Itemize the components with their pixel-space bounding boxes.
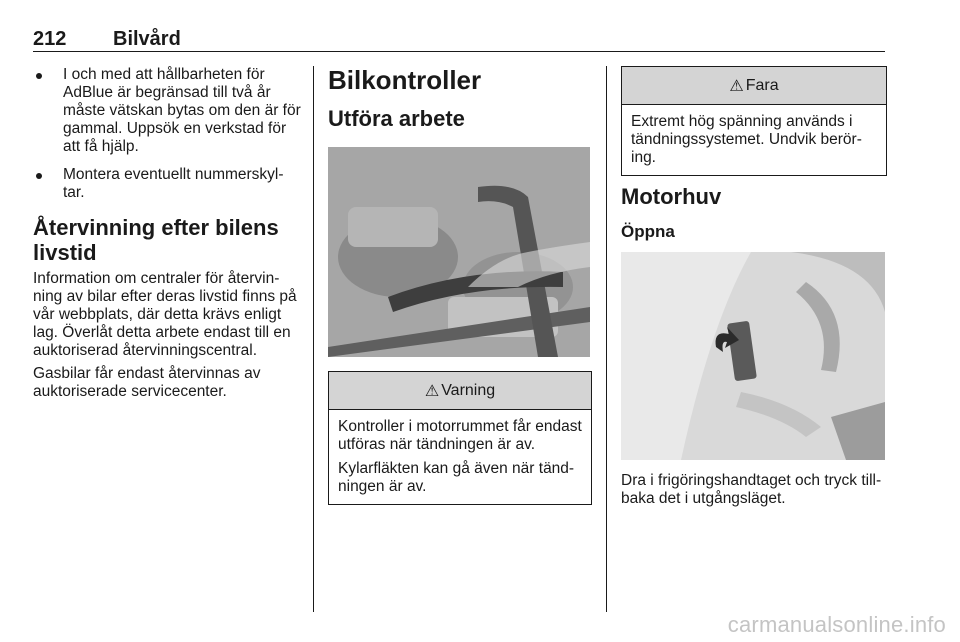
work-heading: Utföra arbete: [328, 106, 465, 131]
column-1: [33, 66, 301, 406]
recycling-heading: Återvinning efter bilens livstid: [33, 215, 279, 265]
danger-body: [622, 105, 886, 175]
warning-triangle-icon: ⚠: [424, 382, 440, 400]
bullet-text: Montera eventuellt nummerskyl-tar.: [63, 166, 284, 201]
engine-bay-illustration: [328, 147, 590, 357]
warning-text-1: Kontroller i motorrummet får endast utföras när tändningen är av.: [338, 418, 582, 453]
open-heading: Öppna: [621, 222, 675, 241]
page-number: 212: [33, 28, 67, 50]
danger-text: Extremt hög spänning används i tändningssystemet. Undvik berör-ing.: [631, 113, 862, 166]
page-header: [33, 28, 885, 52]
danger-box: [621, 66, 887, 176]
list-item: [33, 166, 301, 202]
hood-heading: Motorhuv: [621, 184, 722, 209]
bullet-icon: [36, 173, 42, 179]
section-title: Bilvård: [113, 28, 181, 50]
warning-box: [328, 371, 592, 505]
bullet-icon: [36, 73, 42, 79]
bullet-list: [33, 66, 301, 202]
header-rule: [33, 51, 885, 52]
column-divider-2: [606, 66, 607, 612]
warning-body: [329, 410, 591, 504]
hood-release-drawing: [621, 252, 885, 460]
hood-caption: Dra i frigöringshandtaget och tryck till-baka det i utgångsläget.: [621, 472, 882, 507]
chapter-heading: Bilkontroller: [328, 65, 482, 95]
column-divider-1: [313, 66, 314, 612]
engine-bay-drawing: [328, 147, 590, 357]
warning-text-2: Kylarfläkten kan gå även när tänd-ningen är av.: [338, 460, 575, 495]
hood-release-illustration: [621, 252, 885, 460]
gas-vehicles-paragraph: Gasbilar får endast återvinnas av auktoriserade servicecenter.: [33, 365, 261, 400]
warning-title: Varning: [441, 381, 496, 399]
warning-header: [329, 372, 591, 410]
bullet-text: I och med att hållbarheten för AdBlue är begränsad till två år måste vätskan bytas om den är för gammal. Uppsök en verkstad för att få hjälp.: [63, 66, 301, 155]
column-2: [328, 66, 592, 505]
watermark: carmanualsonline.info: [727, 612, 946, 637]
warning-triangle-icon: ⚠: [729, 77, 744, 95]
list-item: [33, 66, 301, 156]
recycling-paragraph: Information om centraler för återvin-ning av bilar efter deras livstid finns på vår webbplats, där detta krävs enligt lag. Överlåt detta arbete endast till en auktoriserad återvinningscentral.: [33, 270, 297, 359]
column-3: [621, 66, 887, 508]
danger-title: Fara: [745, 76, 779, 94]
danger-header: [622, 67, 886, 105]
